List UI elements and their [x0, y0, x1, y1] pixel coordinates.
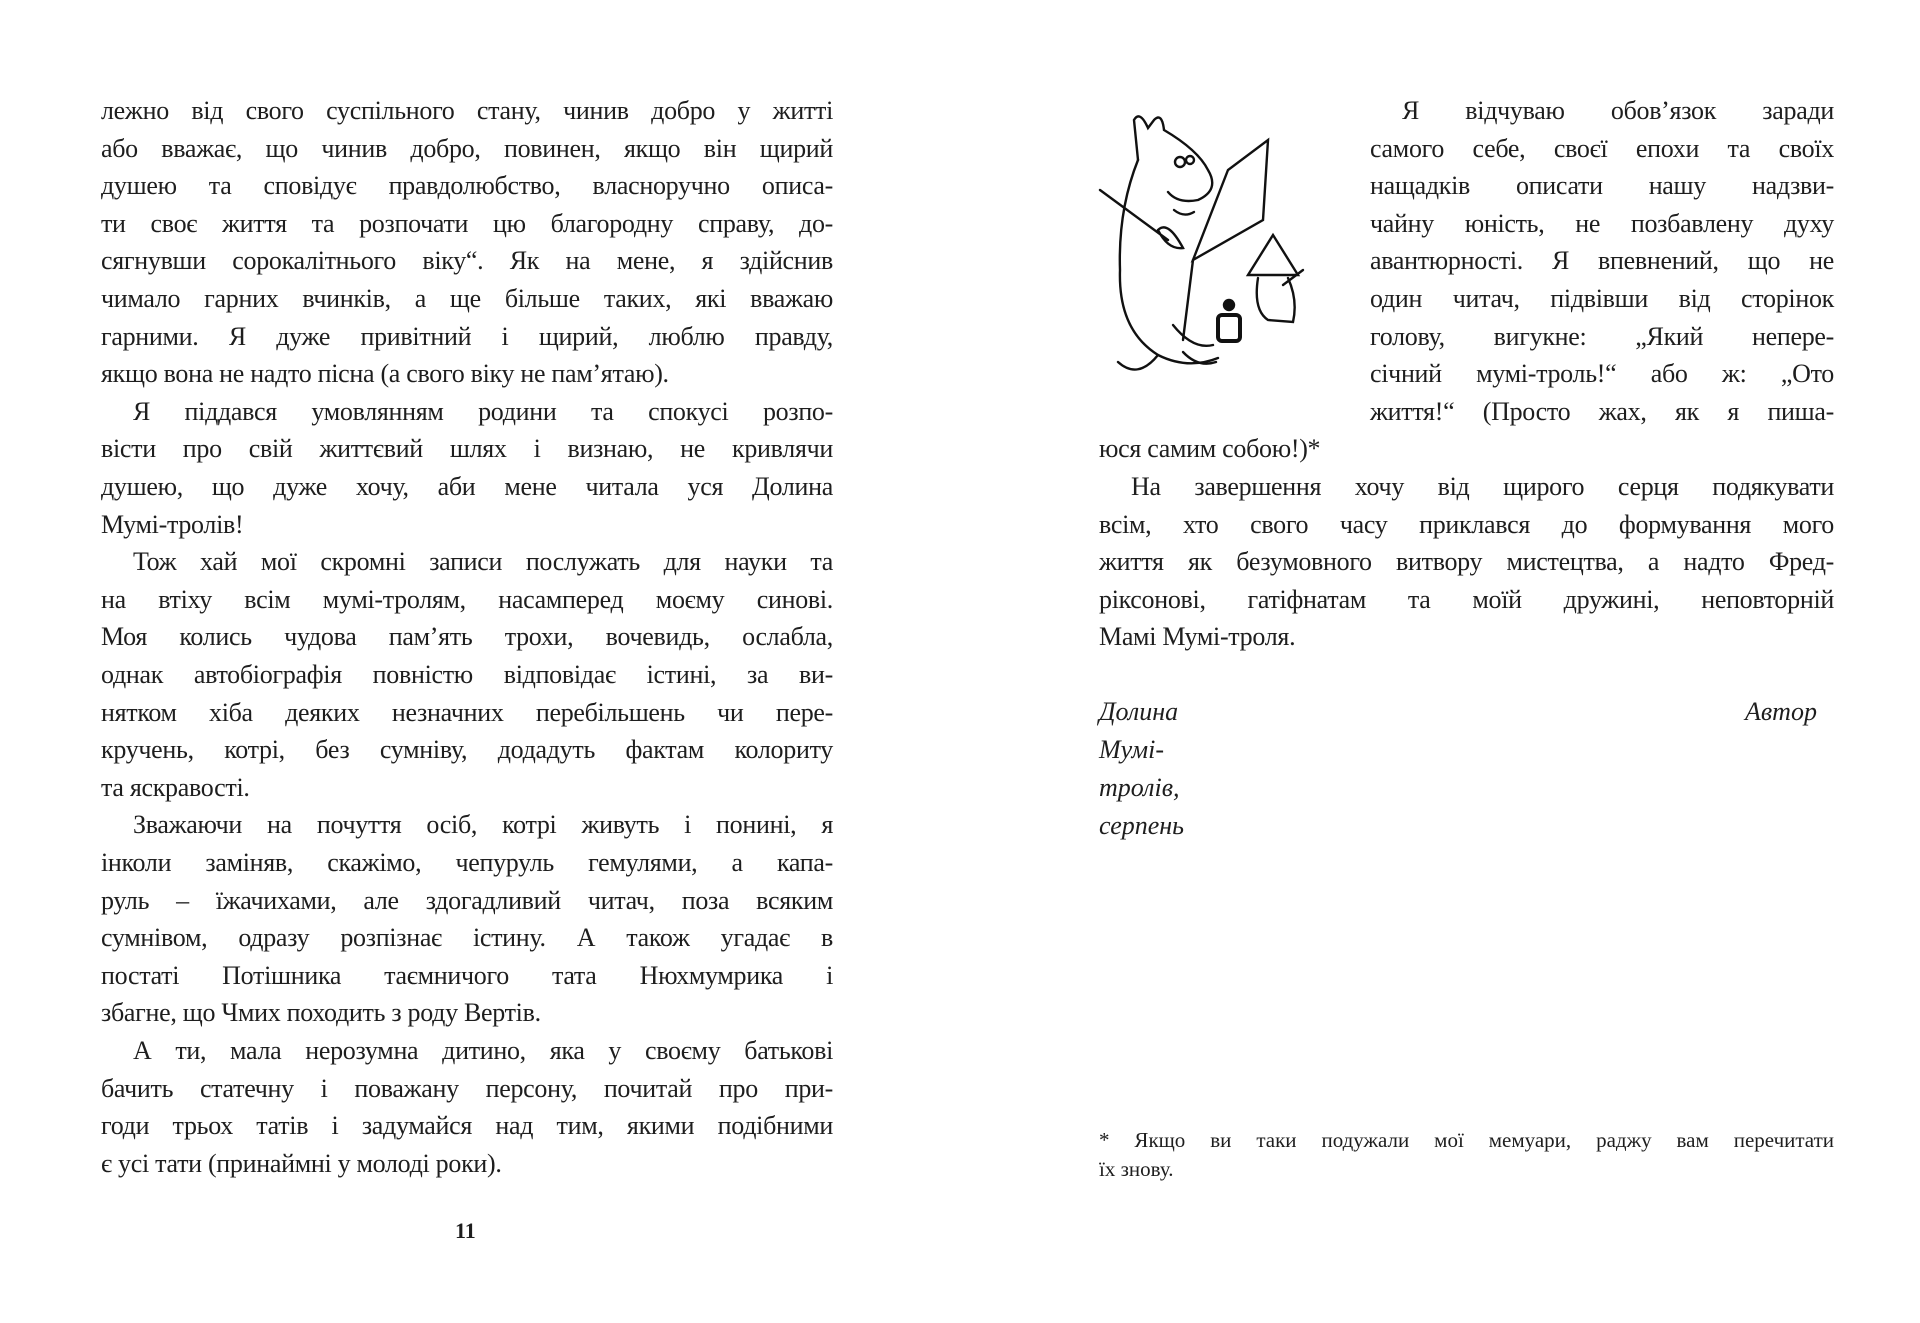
text-line: інколи заміняв, скажімо, чепуруль гемулями, а капа- [101, 848, 833, 877]
text-line: та яскравості. [101, 772, 250, 802]
text-line: ти своє життя та розпочати цю благородну справу, до- [101, 208, 833, 238]
text-line: на втіху всім мумі-тролям, насамперед моєму синові. [101, 584, 833, 614]
text-line: сягнувши сорокалітнього віку“. Як на мене, я здійснив [101, 246, 833, 276]
text-line: один читач, підвівши від сторінок [1370, 284, 1834, 313]
text-line: життя як безумовного витвору мистецтва, а надто Фред- [1099, 547, 1834, 577]
text-line: авантюрності. Я впевнений, що не [1370, 246, 1834, 276]
text-line: душею та сповідує правдолюбство, власноручно описа- [101, 171, 833, 201]
text-line: лежно від свого суспільного стану, чинив добро у житті [101, 96, 833, 125]
text-line: чайну юність, не позбавлену духу [1370, 208, 1834, 238]
text-line: сумнівом, одразу розпізнає істину. А також угадає в [101, 923, 833, 953]
text-line: руль – їжачихами, але здогадливий читач, поза всяким [101, 885, 833, 915]
text-line: Моя колись чудова пам’ять трохи, вочевидь, ослабла, [101, 622, 833, 652]
text-line: січний мумі-троль!“ або ж: „Ото [1370, 359, 1834, 389]
text-line: збагне, що Чмих походить з роду Вертів. [101, 998, 541, 1028]
text-line: однак автобіографія повністю відповідає істині, за ви- [101, 660, 833, 689]
text-line: чимало гарних вчинків, а ще більше таких, які вважаю [101, 284, 833, 313]
text-line: Мамі Мумі-троля. [1099, 622, 1296, 652]
text-line: бачить статечну і поважану персону, почитай про при- [101, 1073, 833, 1103]
text-line: нятком хіба деяких незначних перебільшень чи пере- [101, 697, 833, 727]
moomin-papa-writing-illustration [1098, 100, 1348, 390]
text-line: самого себе, своєї епохи та своїх [1370, 133, 1834, 163]
text-line: або вважає, що чинив добро, повинен, якщо він щирий [101, 133, 833, 163]
text-line: життя!“ (Просто жах, як я пиша- [1370, 396, 1834, 426]
signature-place: Долина Мумі-тролів, серпень [1099, 697, 1185, 840]
text-line: постаті Потішника таємничого тата Нюхмумрика і [101, 960, 833, 990]
text-line: Зважаючи на почуття осіб, котрі живуть і понині, я [133, 810, 833, 840]
text-line: А ти, мала нерозумна дитино, яка у своєму батькові [133, 1036, 833, 1065]
text-line: є усі тати (принаймні у молоді роки). [101, 1148, 502, 1178]
text-line: душею, що дуже хочу, аби мене читала уся Долина [101, 472, 833, 501]
text-line: годи трьох татів і задумайся над тим, якими подібними [101, 1111, 833, 1141]
text-line: Мумі-тролів! [101, 509, 244, 539]
text-line: всім, хто свого часу приклався до формування мого [1099, 509, 1834, 539]
footnote-line: * Якщо ви таки подужали мої мемуари, раджу вам перечитати [1099, 1128, 1834, 1152]
signature-author: Автор [1745, 697, 1817, 726]
text-line: На завершення хочу від щирого серця подякувати [1131, 472, 1834, 501]
text-line: вісти про свій життєвий шлях і визнаю, не кривлячи [101, 434, 833, 464]
page-number: 11 [455, 1218, 476, 1243]
text-line: Я відчуваю обов’язок заради [1402, 96, 1834, 125]
text-line: Тож хай мої скромні записи послужать для науки та [133, 547, 833, 577]
text-line: Я піддався умовлянням родини та спокусі розпо- [133, 396, 833, 426]
text-line: голову, вигукне: „Який непере- [1370, 321, 1834, 351]
text-line: якщо вона не надто пісна (а свого віку не пам’ятаю). [101, 359, 669, 389]
text-line: ріксонові, гатіфнатам та моїй дружині, неповторній [1099, 584, 1834, 614]
footnote-line: їх знову. [1099, 1157, 1174, 1181]
text-line: юся самим собою!)* [1099, 434, 1321, 464]
text-line: кручень, котрі, без сумніву, додадуть фактам колориту [101, 735, 833, 765]
text-line: гарними. Я дуже привітний і щирий, люблю правду, [101, 321, 833, 351]
text-line: нащадків описати нашу надзви- [1370, 171, 1834, 201]
